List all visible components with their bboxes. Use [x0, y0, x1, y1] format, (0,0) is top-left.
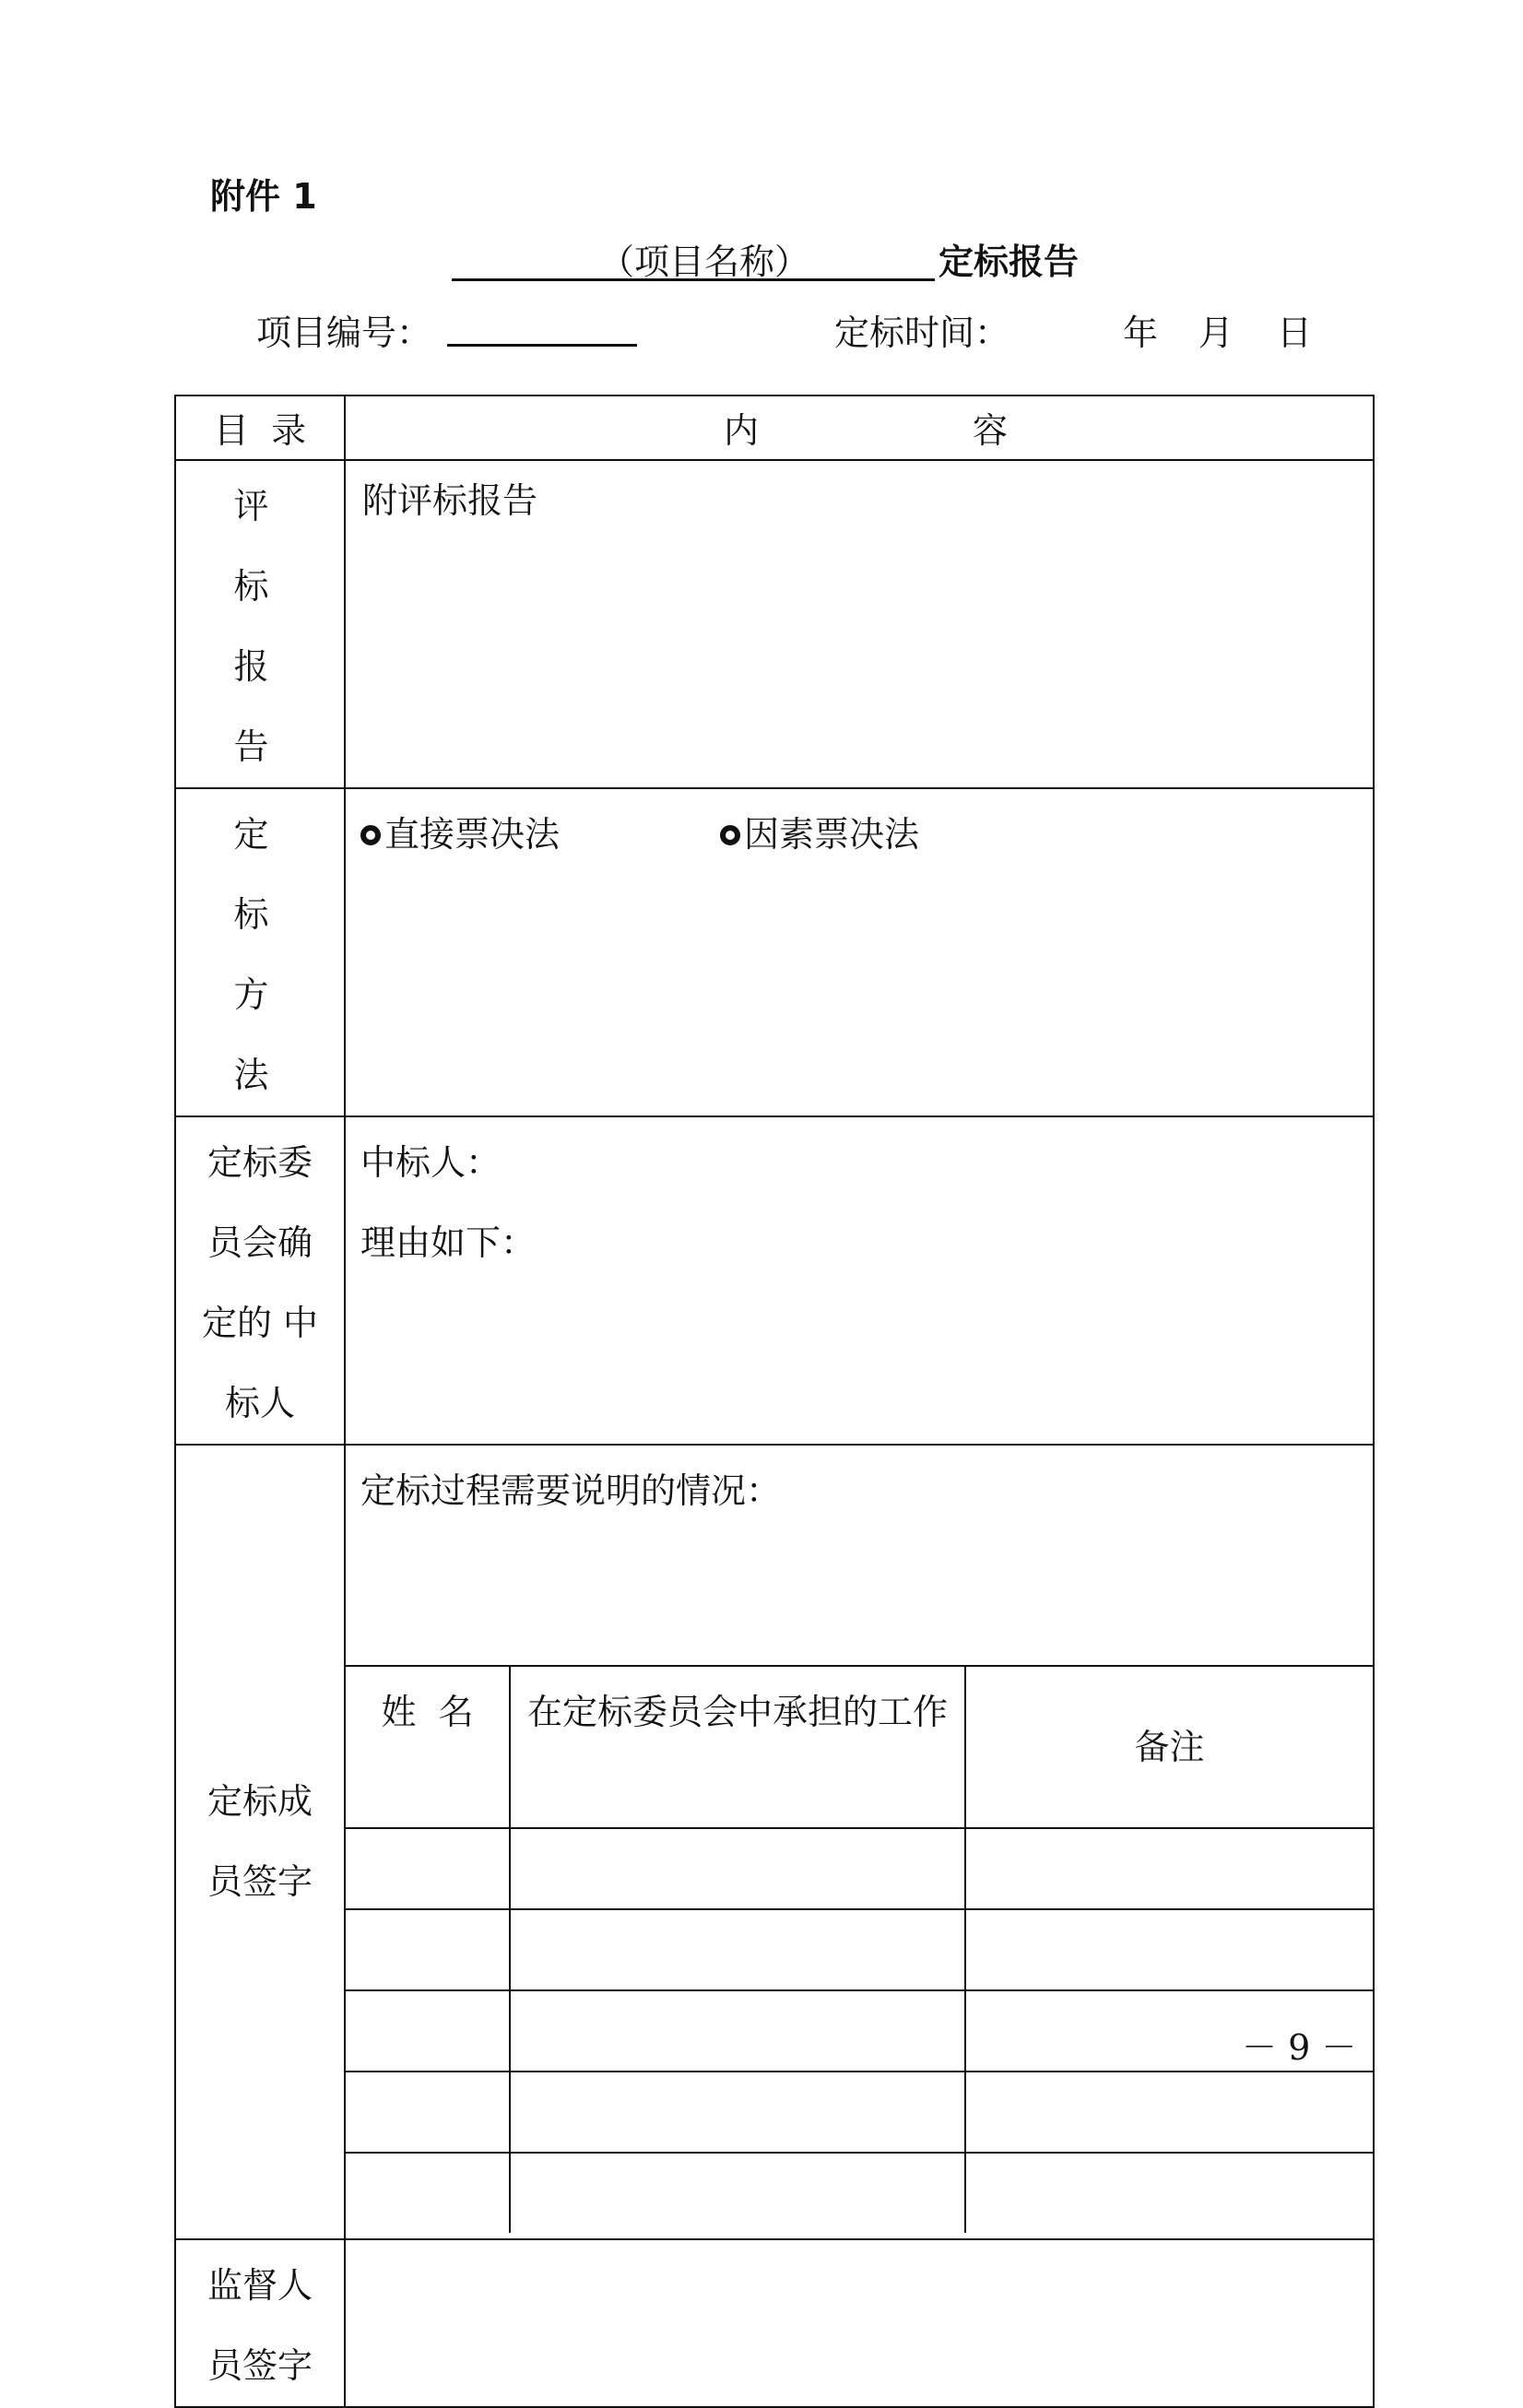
- role-cell[interactable]: [510, 1990, 965, 2072]
- table-row: [346, 1909, 1373, 1990]
- row-eval-report: [175, 460, 1374, 788]
- table-header-row: [175, 395, 1374, 460]
- content-eval-report: 附评标报告: [345, 460, 1374, 788]
- date-month: 月: [1198, 313, 1234, 353]
- label-winner: 定标委 员会确 定的 中标人: [175, 1116, 345, 1445]
- date-year: 年: [1123, 313, 1159, 353]
- label-supervisor: 监督人 员签字: [175, 2239, 345, 2407]
- content-supervisor[interactable]: [345, 2239, 1374, 2407]
- name-cell[interactable]: [346, 1909, 510, 1990]
- report-table: [174, 395, 1375, 2408]
- method-option-direct[interactable]: 直接票决法: [360, 795, 560, 875]
- column-header-content: 内 容: [345, 395, 1374, 460]
- column-header-directory: 目 录: [175, 395, 345, 460]
- content-method: [345, 788, 1374, 1116]
- project-number-blank[interactable]: [447, 343, 637, 347]
- col-header-role: 在定标委员会中承担的工作: [510, 1666, 965, 1828]
- date-day: 日: [1277, 313, 1313, 353]
- name-cell[interactable]: [346, 1990, 510, 2072]
- name-cell[interactable]: [346, 2153, 510, 2233]
- role-cell[interactable]: [510, 1828, 965, 1909]
- col-header-note: 备注: [965, 1666, 1373, 1828]
- note-cell[interactable]: [965, 1828, 1373, 1909]
- row-supervisor: [175, 2239, 1374, 2407]
- table-row: [346, 2072, 1373, 2153]
- role-cell[interactable]: [510, 2072, 965, 2153]
- row-members: [175, 1445, 1374, 2239]
- table-row: [346, 1828, 1373, 1909]
- note-cell[interactable]: [965, 2072, 1373, 2153]
- row-method: [175, 788, 1374, 1116]
- content-members: [345, 1445, 1374, 2239]
- name-cell[interactable]: [346, 2072, 510, 2153]
- report-title: [452, 233, 1097, 281]
- col-header-name: 姓 名: [346, 1666, 510, 1828]
- row-winner: [175, 1116, 1374, 1445]
- radio-icon: [360, 825, 381, 845]
- title-placeholder: （项目名称）: [599, 242, 810, 282]
- note-cell[interactable]: [965, 2153, 1373, 2233]
- radio-icon: [720, 825, 740, 845]
- project-number-label: 项目编号：: [256, 313, 432, 353]
- table-row: [346, 2153, 1373, 2233]
- winner-label: 中标人：: [360, 1142, 502, 1183]
- role-cell[interactable]: [510, 1909, 965, 1990]
- attachment-label: 附件 1: [210, 176, 317, 217]
- method-option-factor[interactable]: 因素票决法: [720, 795, 919, 875]
- content-winner: [345, 1116, 1374, 1445]
- label-members: 定标成 员签字: [175, 1445, 345, 2239]
- signature-table: [346, 1665, 1373, 2233]
- role-cell[interactable]: [510, 2153, 965, 2233]
- label-eval-report: 评 标 报 告: [175, 460, 345, 788]
- title-suffix: 定标报告: [939, 242, 1080, 282]
- name-cell[interactable]: [346, 1828, 510, 1909]
- label-method: 定 标 方 法: [175, 788, 345, 1116]
- table-row: [346, 1990, 1373, 2072]
- signature-header-row: [346, 1666, 1373, 1828]
- process-notes: 定标过程需要说明的情况：: [360, 1470, 782, 1511]
- note-cell[interactable]: [965, 1909, 1373, 1990]
- date-label: 定标时间：: [834, 313, 1010, 353]
- page-number: － 9 －: [1242, 2027, 1357, 2068]
- reason-label: 理由如下：: [360, 1222, 537, 1263]
